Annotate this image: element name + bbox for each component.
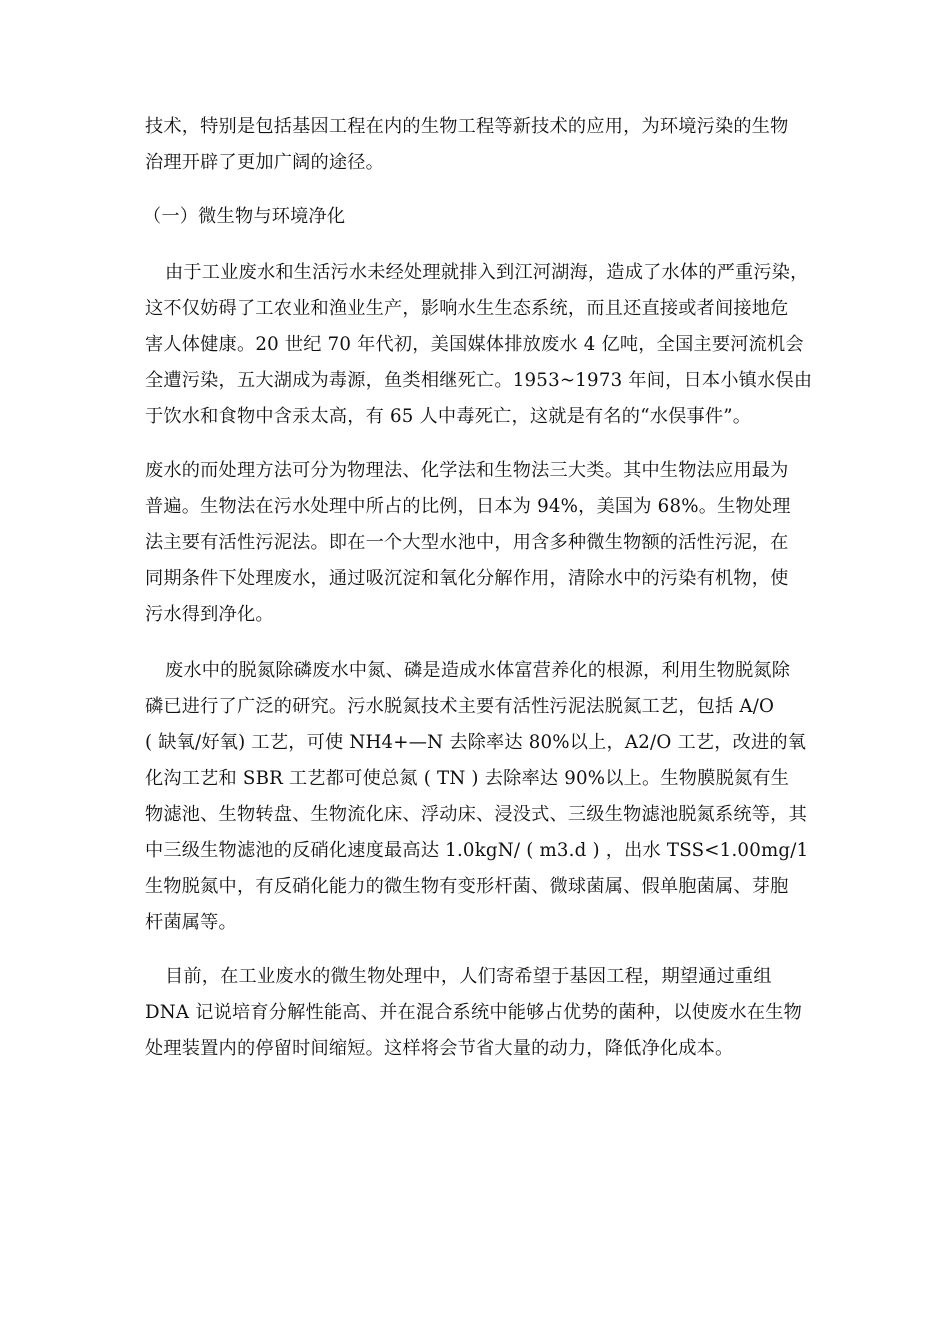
paragraph-line: 目前，在工业废水的微生物处理中，人们寄希望于基因工程，期望通过重组 bbox=[165, 966, 772, 987]
paragraph-line: 化沟工艺和 SBR 工艺都可使总氮 ( TN ) 去除率达 90%以上。生物膜脱氮有生 bbox=[145, 768, 790, 789]
paragraph-line: ( 缺氧/好氧) 工艺，可使 NH4+—N 去除率达 80%以上，A2/O 工艺，改进的氧 bbox=[145, 732, 807, 753]
paragraph-line: 由于工业废水和生活污水未经处理就排入到江河湖海，造成了水体的严重污染， bbox=[165, 262, 809, 283]
paragraph-line: 害人体健康。20 世纪 70 年代初，美国媒体排放废水 4 亿吨，全国主要河流机会 bbox=[145, 334, 804, 355]
section-heading: （一）微生物与环境净化 bbox=[143, 206, 346, 227]
paragraph-line: 废水的而处理方法可分为物理法、化学法和生物法三大类。其中生物法应用最为 bbox=[145, 460, 789, 481]
paragraph-line: 物滤池、生物转盘、生物流化床、浮动床、浸没式、三级生物滤池脱氮系统等，其 bbox=[145, 804, 807, 825]
paragraph-line: 生物脱氮中，有反硝化能力的微生物有变形杆菌、微球菌属、假单胞菌属、芽胞 bbox=[145, 876, 789, 897]
paragraph-line: 杆菌属等。 bbox=[145, 912, 237, 933]
paragraph-line: 同期条件下处理废水，通过吸沉淀和氧化分解作用，清除水中的污染有机物，使 bbox=[145, 568, 789, 589]
paragraph-line: 污水得到净化。 bbox=[145, 604, 274, 625]
paragraph-line: 普遍。生物法在污水处理中所占的比例，日本为 94%，美国为 68%。生物处理 bbox=[145, 496, 791, 517]
paragraph-line: 处理装置内的停留时间缩短。这样将会节省大量的动力，降低净化成本。 bbox=[145, 1038, 734, 1059]
intro-line: 技术，特别是包括基因工程在内的生物工程等新技术的应用，为环境污染的生物 bbox=[145, 116, 789, 137]
paragraph-line: 法主要有活性污泥法。即在一个大型水池中，用含多种微生物额的活性污泥，在 bbox=[145, 532, 789, 553]
paragraph-line: 这不仅妨碍了工农业和渔业生产，影响水生生态系统，而且还直接或者间接地危 bbox=[145, 298, 789, 319]
paragraph-line: 废水中的脱氮除磷废水中氮、磷是造成水体富营养化的根源，利用生物脱氮除 bbox=[165, 660, 791, 681]
intro-line: 治理开辟了更加广阔的途径。 bbox=[145, 152, 385, 173]
paragraph-line: 全遭污染，五大湖成为毒源，鱼类相继死亡。1953~1973 年间，日本小镇水俣由 bbox=[145, 370, 813, 391]
paragraph-line: 磷已进行了广泛的研究。污水脱氮技术主要有活性污泥法脱氮工艺，包括 A/O bbox=[145, 696, 775, 717]
paragraph-line: 于饮水和食物中含汞太高，有 65 人中毒死亡，这就是有名的“水俣事件”。 bbox=[145, 406, 752, 427]
paragraph-line: 中三级生物滤池的反硝化速度最高达 1.0kgN/ ( m3.d ) ，出水 TSS<1.00mg/1 bbox=[145, 840, 809, 861]
paragraph-line: DNA 记说培育分解性能高、并在混合系统中能够占优势的菌种，以使废水在生物 bbox=[145, 1002, 803, 1023]
